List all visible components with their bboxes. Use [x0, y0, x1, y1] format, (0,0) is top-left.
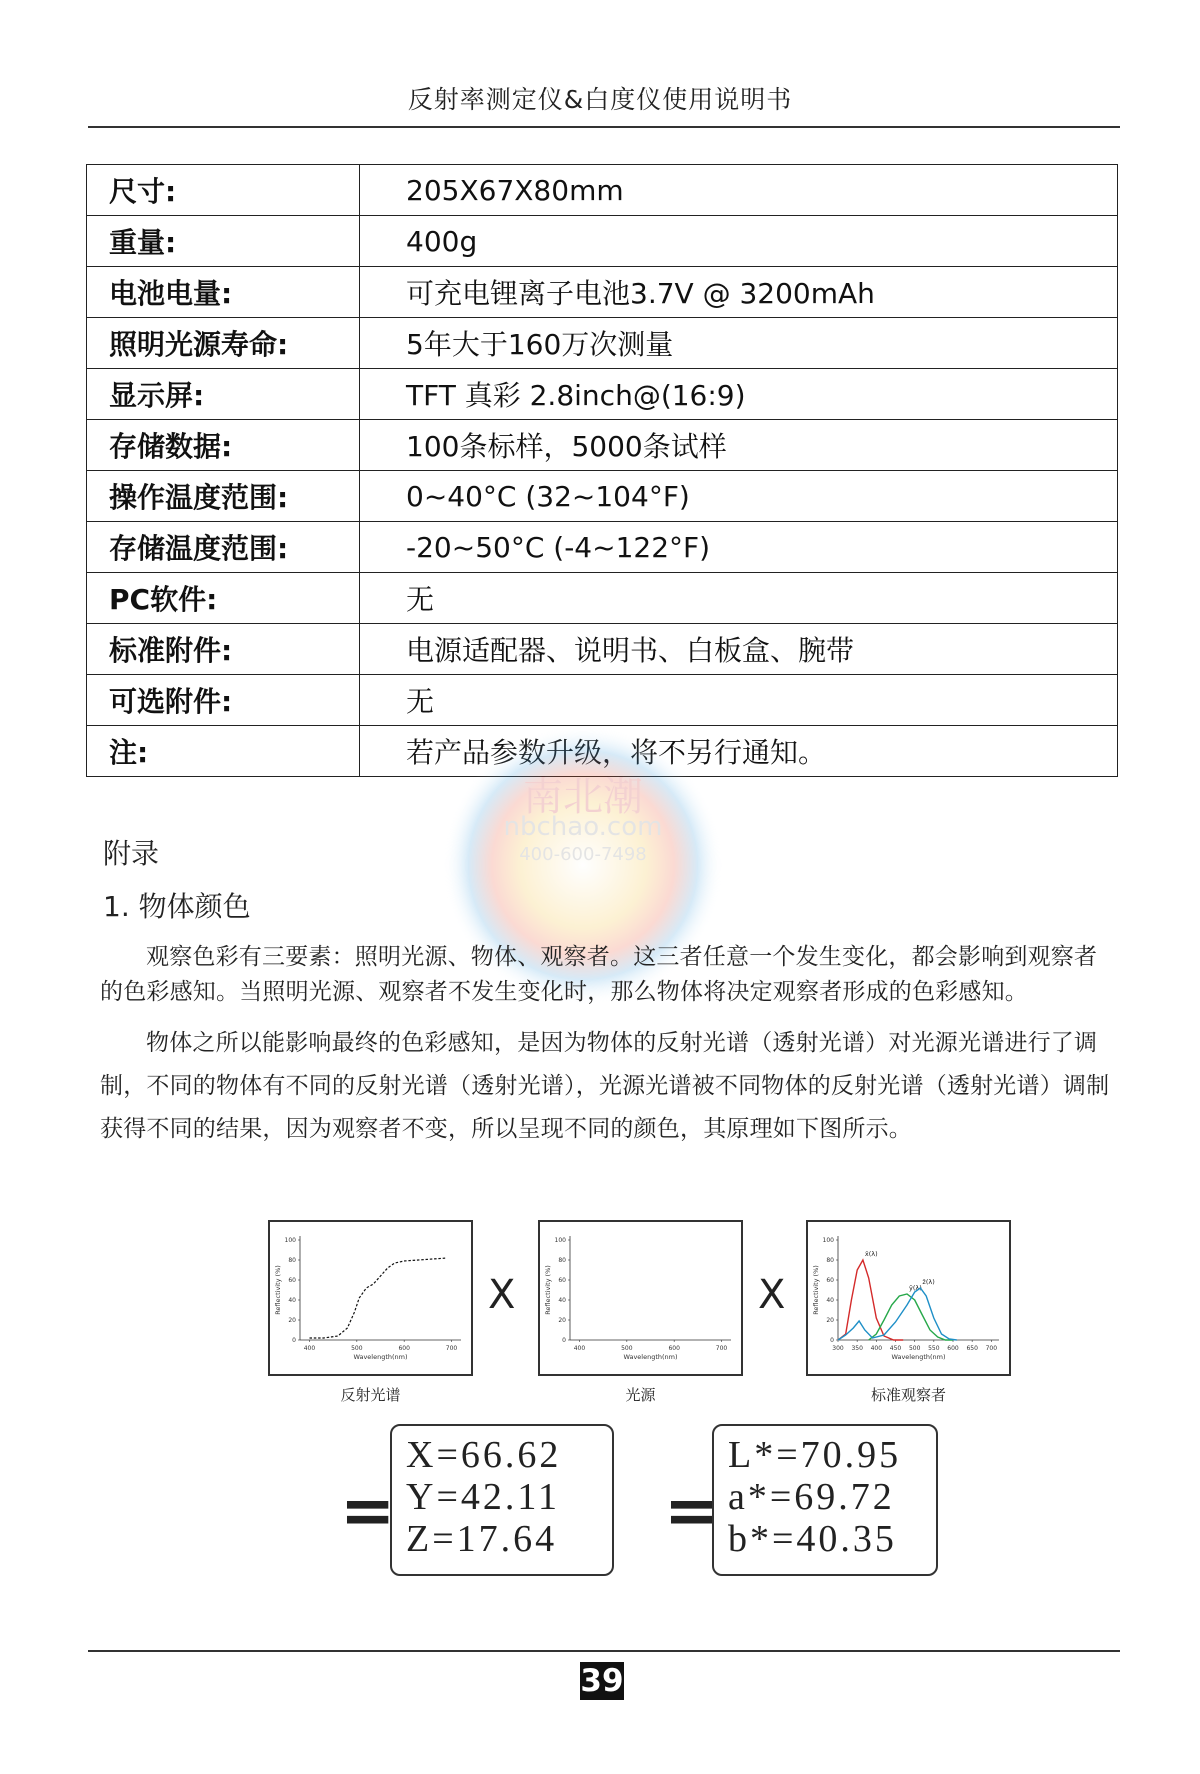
spec-row [87, 216, 1118, 267]
y-tick-label: 0 [830, 1337, 834, 1344]
y-tick-label: 60 [288, 1277, 296, 1284]
x-tick-label: 450 [889, 1345, 902, 1352]
x-tick-label: 500 [621, 1345, 633, 1352]
spec-row [87, 726, 1118, 777]
xyz-y-value: Y=42.11 [406, 1476, 560, 1518]
spec-row [87, 369, 1118, 420]
y-axis-label: Reflectivity (%) [544, 1265, 552, 1315]
x-axis-label: Wavelength(nm) [353, 1353, 408, 1361]
series-label: z̄(λ) [922, 1278, 935, 1286]
spec-label: 重量: [87, 216, 360, 267]
x-tick-label: 600 [398, 1345, 410, 1352]
spec-label: 电池电量: [87, 267, 360, 318]
series-line [838, 1260, 903, 1340]
series-label: x̄(λ) [864, 1250, 878, 1258]
spec-label: PC软件: [87, 573, 360, 624]
x-tick-label: 550 [928, 1345, 940, 1352]
spec-value: 5年大于160万次测量 [360, 318, 1118, 369]
spec-row [87, 165, 1118, 216]
multiply-operator-1: X [488, 1272, 516, 1318]
x-tick-label: 700 [445, 1345, 458, 1352]
spec-row [87, 471, 1118, 522]
spec-row [87, 522, 1118, 573]
chart-light-source [538, 1220, 743, 1376]
spec-value: 0~40°C (32~104°F) [360, 471, 1118, 522]
spec-label: 注: [87, 726, 360, 777]
spec-label: 存储数据: [87, 420, 360, 471]
spec-value: 无 [360, 675, 1118, 726]
y-tick-label: 80 [558, 1257, 566, 1264]
watermark-site: nbchao.com [503, 812, 663, 842]
series-label: ȳ(λ) [909, 1284, 922, 1292]
spec-row [87, 267, 1118, 318]
x-tick-label: 600 [947, 1345, 959, 1352]
series-line [310, 1258, 447, 1338]
watermark-brand: 南北潮 [523, 774, 643, 820]
caption-standard-observer: 标准观察者 [870, 1386, 946, 1404]
spec-row [87, 573, 1118, 624]
xyz-x-value: X=66.62 [406, 1434, 562, 1476]
specifications-table [86, 164, 1118, 777]
y-tick-label: 0 [562, 1337, 566, 1344]
y-tick-label: 20 [558, 1317, 566, 1324]
spec-row [87, 624, 1118, 675]
spec-value: 400g [360, 216, 1118, 267]
y-axis-label: Reflectivity (%) [274, 1265, 282, 1315]
chart-reflectance-spectrum [268, 1220, 473, 1376]
y-tick-label: 0 [292, 1337, 296, 1344]
x-axis-label: Wavelength(nm) [623, 1353, 678, 1361]
equals-operator-2: = [664, 1472, 720, 1549]
x-tick-label: 400 [303, 1345, 316, 1352]
x-tick-label: 400 [573, 1345, 586, 1352]
watermark-phone: 400-600-7498 [519, 844, 647, 865]
spec-value: 无 [360, 573, 1118, 624]
y-tick-label: 20 [288, 1317, 296, 1324]
spec-value: 电源适配器、说明书、白板盒、腕带 [360, 624, 1118, 675]
spec-label: 可选附件: [87, 675, 360, 726]
spec-label: 显示屏: [87, 369, 360, 420]
series-line [838, 1288, 957, 1340]
x-tick-label: 500 [351, 1345, 363, 1352]
header-divider [88, 126, 1120, 128]
spec-label: 照明光源寿命: [87, 318, 360, 369]
section-heading-object-color: 1. 物体颜色 [103, 890, 251, 923]
lab-b-value: b*=40.35 [728, 1518, 897, 1560]
y-tick-label: 60 [826, 1277, 834, 1284]
y-tick-label: 100 [284, 1237, 296, 1244]
spec-value: 100条标样，5000条试样 [360, 420, 1118, 471]
y-tick-label: 40 [558, 1297, 566, 1304]
y-tick-label: 80 [288, 1257, 296, 1264]
x-tick-label: 650 [966, 1345, 978, 1352]
y-tick-label: 100 [554, 1237, 566, 1244]
x-tick-label: 500 [908, 1345, 921, 1352]
spec-value: -20~50°C (-4~122°F) [360, 522, 1118, 573]
spec-row [87, 675, 1118, 726]
paragraph-2: 物体之所以能影响最终的色彩感知，是因为物体的反射光谱（透射光谱）对光源光谱进行了调制，不同的物体有不同的反射光谱（透射光谱），光源光谱被不同物体的反射光谱（透射光谱）调制获得不同的结果，因为观察者不变，所以呈现不同的颜色，其原理如下图所示。 [100, 1030, 1110, 1142]
x-tick-label: 300 [832, 1345, 844, 1352]
y-tick-label: 40 [826, 1297, 834, 1304]
x-tick-label: 600 [668, 1345, 680, 1352]
footer-divider [88, 1650, 1120, 1652]
chart-standard-observer [806, 1220, 1011, 1376]
xyz-z-value: Z=17.64 [406, 1518, 558, 1560]
spec-label: 存储温度范围: [87, 522, 360, 573]
x-tick-label: 700 [715, 1345, 728, 1352]
lab-a-value: a*=69.72 [728, 1476, 895, 1518]
x-axis-label: Wavelength(nm) [891, 1353, 946, 1361]
spec-value: 205X67X80mm [360, 165, 1118, 216]
y-axis-label: Reflectivity (%) [812, 1265, 820, 1315]
spec-value: 可充电锂离子电池3.7V @ 3200mAh [360, 267, 1118, 318]
y-tick-label: 80 [826, 1257, 834, 1264]
spec-row [87, 318, 1118, 369]
y-tick-label: 60 [558, 1277, 566, 1284]
caption-reflectance-spectrum: 反射光谱 [340, 1386, 401, 1404]
lab-result-box [712, 1424, 938, 1576]
x-tick-label: 350 [851, 1345, 863, 1352]
spec-label: 尺寸: [87, 165, 360, 216]
xyz-result-box [390, 1424, 614, 1576]
x-tick-label: 400 [870, 1345, 883, 1352]
document-header-title: 反射率测定仪&白度仪使用说明书 [407, 85, 793, 114]
appendix-heading: 附录 [103, 837, 160, 870]
spec-value: 若产品参数升级，将不另行通知。 [360, 726, 1118, 777]
spec-row [87, 420, 1118, 471]
x-tick-label: 700 [985, 1345, 998, 1352]
page-number: 39 [580, 1663, 624, 1699]
paragraph-1: 观察色彩有三要素：照明光源、物体、观察者。这三者任意一个发生变化，都会影响到观察者的色彩感知。当照明光源、观察者不发生变化时，那么物体将决定观察者形成的色彩感知。 [100, 944, 1098, 1005]
y-tick-label: 20 [826, 1317, 834, 1324]
equals-operator-1: = [340, 1472, 396, 1549]
spec-label: 操作温度范围: [87, 471, 360, 522]
spec-label: 标准附件: [87, 624, 360, 675]
y-tick-label: 100 [822, 1237, 834, 1244]
y-tick-label: 40 [288, 1297, 296, 1304]
spec-value: TFT 真彩 2.8inch@(16:9) [360, 369, 1118, 420]
multiply-operator-2: X [758, 1272, 786, 1318]
caption-light-source: 光源 [625, 1386, 656, 1404]
lab-l-value: L*=70.95 [728, 1434, 902, 1476]
